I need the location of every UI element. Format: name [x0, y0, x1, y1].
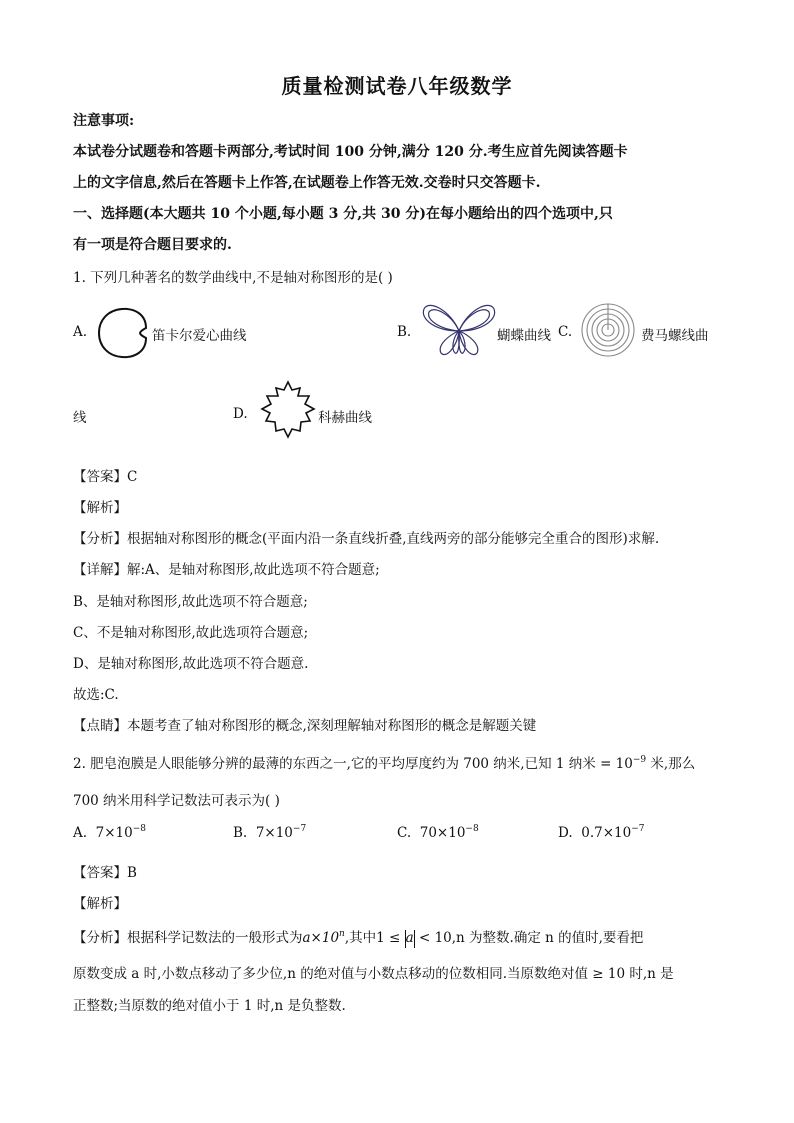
q1-option-d-label: 科赫曲线 [318, 410, 372, 426]
q2-analysis-text-c: ,n 为整数.确定 n 的值时,要看把 [451, 930, 644, 946]
q2-inequality-right: < 10 [414, 930, 452, 946]
q2-inequality-var: a [405, 930, 414, 946]
q2-stem-line-1 [73, 752, 695, 772]
q1-detail-1: 【详解】解:A、是轴对称图形,故此选项不符合题意; [73, 562, 380, 578]
q2-option-b [233, 824, 306, 841]
q1-comment: 【点睛】本题考查了轴对称图形的概念,深刻理解轴对称图形的概念是解题关键 [73, 718, 537, 734]
q2-analysis-text-b: ,其中 [344, 930, 377, 946]
q1-detail-4: D、是轴对称图形,故此选项不符合题意. [73, 656, 309, 672]
q2-stem-exponent: −9 [632, 755, 647, 765]
q2-option-b-letter: B. [233, 825, 248, 841]
q1-option-b-letter: B. [397, 324, 412, 340]
q2-analysis-heading: 【解析】 [73, 896, 127, 912]
q2-answer: 【答案】B [73, 865, 137, 881]
q1-option-a-letter: A. [73, 324, 88, 340]
q2-analysis-text-a: 【分析】根据科学记数法的一般形式为 [73, 930, 303, 946]
q1-detail-3: C、不是轴对称图形,故此选项符合题意; [73, 625, 309, 641]
q1-choice: 故选:C. [73, 687, 119, 703]
q2-option-d [558, 824, 644, 841]
q2-option-c-exponent: −8 [465, 824, 479, 834]
q2-analysis-line-2: 原数变成 a 时,小数点移动了多少位,n 的绝对值与小数点移动的位数相同.当原数绝对值 ≥ 10 时,n 是 [73, 966, 674, 982]
q1-stem: 1. 下列几种著名的数学曲线中,不是轴对称图形的是( ) [73, 270, 393, 286]
q2-formula: a×10 [302, 930, 340, 946]
page-title: 质量检测试卷八年级数学 [281, 74, 513, 98]
q1-analysis: 【分析】根据轴对称图形的概念(平面内沿一条直线折叠,直线两旁的部分能够完全重合的图形)求解. [73, 531, 660, 547]
q1-option-c-label-continued: 线 [73, 410, 87, 426]
q2-stem-text-b: 米,那么 [646, 756, 696, 772]
q2-inequality-left: 1 ≤ [376, 930, 405, 946]
q2-option-a-letter: A. [73, 825, 88, 841]
q2-option-a-base: 7×10 [95, 825, 133, 841]
butterfly-curve-figure [421, 301, 497, 359]
q2-analysis-line-1 [73, 926, 643, 948]
q1-analysis-heading: 【解析】 [73, 500, 127, 516]
q2-stem-text-a: 2. 肥皂泡膜是人眼能够分辨的最薄的东西之一,它的平均厚度约为 700 纳米,已知 1 纳米 = 10 [73, 756, 633, 772]
q2-option-b-exponent: −7 [292, 824, 307, 834]
q1-option-c-label: 费马螺线曲 [641, 328, 709, 344]
q1-option-c-letter: C. [558, 324, 573, 340]
q2-formula-exponent: n [339, 929, 345, 939]
notice-line-2: 上的文字信息,然后在答题卡上作答,在试题卷上作答无效.交卷时只交答题卡. [73, 175, 541, 191]
q2-option-a [73, 824, 146, 841]
q1-option-b-label: 蝴蝶曲线 [497, 328, 551, 344]
q1-option-a-label: 笛卡尔爱心曲线 [152, 328, 247, 344]
q2-option-c-letter: C. [397, 825, 412, 841]
q2-option-d-letter: D. [558, 825, 573, 841]
q2-option-c-base: 70×10 [419, 825, 466, 841]
q2-option-d-exponent: −7 [631, 824, 645, 834]
q1-option-d-letter: D. [233, 406, 248, 422]
q2-option-c [397, 824, 479, 841]
section-heading-line-2: 有一项是符合题目要求的. [73, 237, 232, 253]
q2-option-b-base: 7×10 [255, 825, 293, 841]
section-heading-line-1: 一、选择题(本大题共 10 个小题,每小题 3 分,共 30 分)在每小题给出的四个选项中,只 [73, 206, 613, 222]
q1-answer: 【答案】C [73, 469, 138, 485]
fermat-spiral-figure [580, 302, 636, 358]
q2-analysis-line-3: 正整数;当原数的绝对值小于 1 时,n 是负整数. [73, 998, 346, 1014]
q2-option-d-base: 0.7×10 [581, 825, 632, 841]
notice-line-1: 本试卷分试题卷和答题卡两部分,考试时间 100 分钟,满分 120 分.考生应首先阅读答题卡 [73, 144, 628, 160]
q2-option-a-exponent: −8 [132, 824, 147, 834]
koch-snowflake-figure [257, 380, 319, 446]
cardioid-figure [96, 306, 152, 360]
q1-detail-2: B、是轴对称图形,故此选项不符合题意; [73, 594, 308, 610]
notice-heading: 注意事项: [73, 113, 135, 129]
q2-stem-line-2: 700 纳米用科学记数法可表示为( ) [73, 793, 280, 809]
